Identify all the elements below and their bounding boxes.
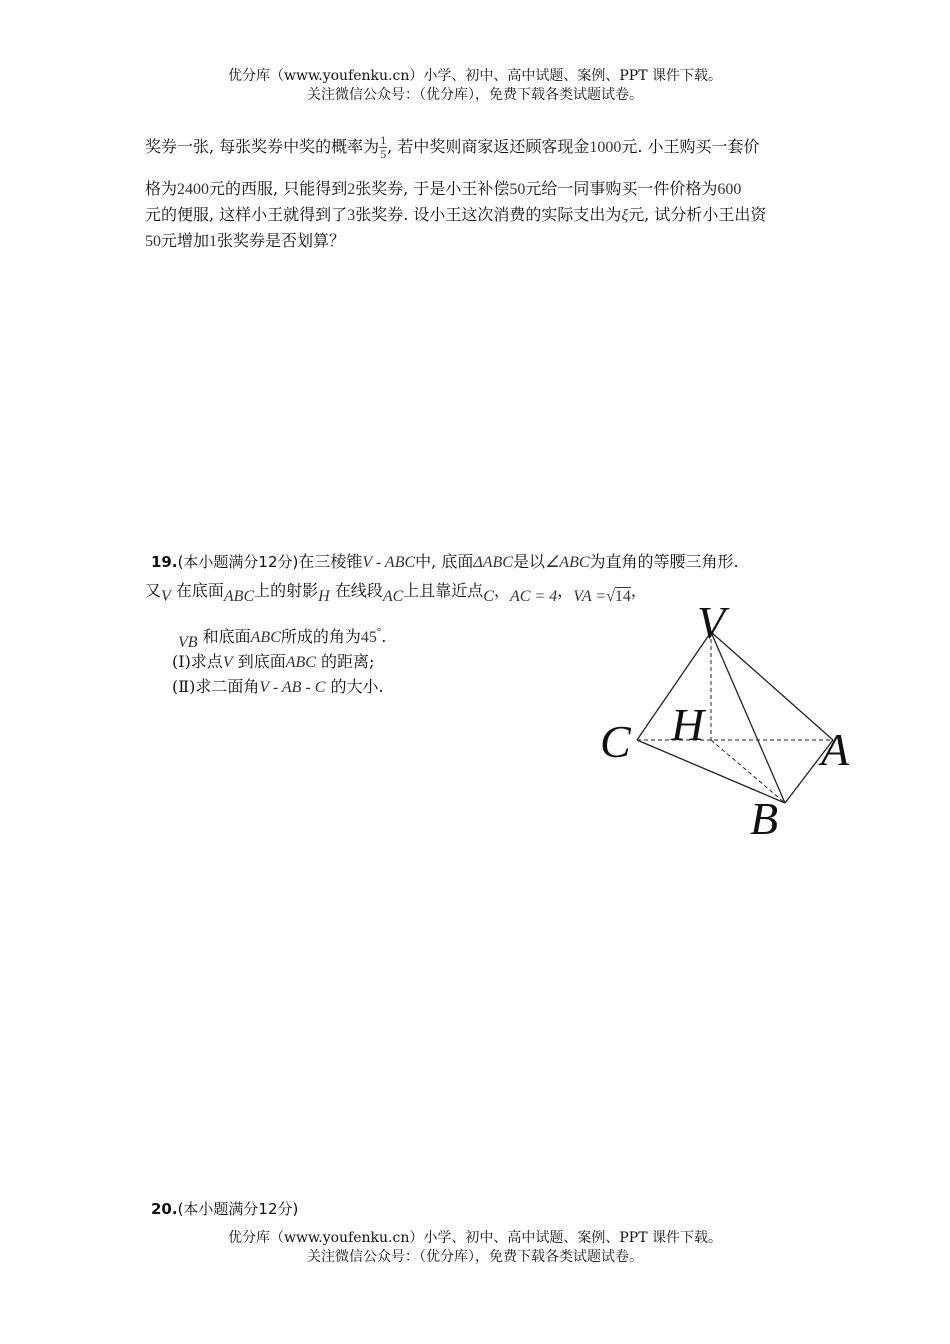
q18-line-1: 奖券一张, 每张奖券中奖的概率为 $\frac{1}{5}$ , 若中奖则商家返还顾客现金1000元. 小王购买一套价 — [145, 133, 760, 161]
q19-number: 19. — [151, 553, 178, 571]
header-line-2: 关注微信公众号：（优分库），免费下载各类试题试卷。 — [307, 87, 643, 103]
q18-line-4: 50元增加1张奖券是否划算？ — [145, 231, 346, 250]
footer-line-2: 关注微信公众号：（优分库），免费下载各类试题试卷。 — [307, 1249, 643, 1265]
q19-line-3: VB 和底面ABC所成的角为45°. — [178, 626, 387, 651]
q20-heading — [151, 1198, 298, 1219]
label-H: H — [671, 699, 705, 750]
header-line-1: 优分库（www.youfenku.cn）小学、初中、高中试题、案例、PPT 课件下载。 — [227, 68, 722, 84]
footer-line-1: 优分库（www.youfenku.cn）小学、初中、高中试题、案例、PPT 课件下载。 — [227, 1230, 722, 1246]
pyramid-diagram — [595, 600, 865, 845]
label-B: B — [750, 793, 779, 844]
q19-line-1: 19.(本小题满分12分)在三棱锥V - ABC中, 底面ΔABC是以∠ABC为直角的等腰三角形. — [151, 552, 739, 571]
label-C: C — [600, 716, 631, 767]
q20-points: (本小题满分12分) — [177, 1200, 299, 1218]
q20-number: 20. — [151, 1200, 178, 1218]
label-V: V — [697, 600, 726, 648]
q18-line-2: 格为2400元的西服, 只能得到2张奖券, 于是小王补偿50元给一同事购买一件价格为600 — [145, 179, 742, 198]
q19-part-1: (Ⅰ)求点V 到底面ABC 的距离; — [172, 652, 375, 671]
probability-fraction: $\frac{1}{5}$ — [380, 133, 387, 161]
q19-points: (本小题满分12分) — [177, 553, 299, 571]
edge-VA — [711, 632, 833, 740]
label-A: A — [821, 724, 850, 775]
page-footer — [0, 1229, 950, 1267]
q19-part-2: (Ⅱ)求二面角V - AB - C 的大小. — [172, 677, 384, 696]
q19-line-2: 又V 在底面ABC上的射影H 在线段AC上且靠近点C，AC = 4，VA =√14， — [145, 581, 647, 605]
page-header — [0, 67, 950, 105]
edge-VB — [711, 632, 785, 803]
q18-line-3: 元的便服, 这样小王就得到了3张奖券. 设小王这次消费的实际支出为ξ元, 试分析小王出资 — [145, 205, 767, 224]
